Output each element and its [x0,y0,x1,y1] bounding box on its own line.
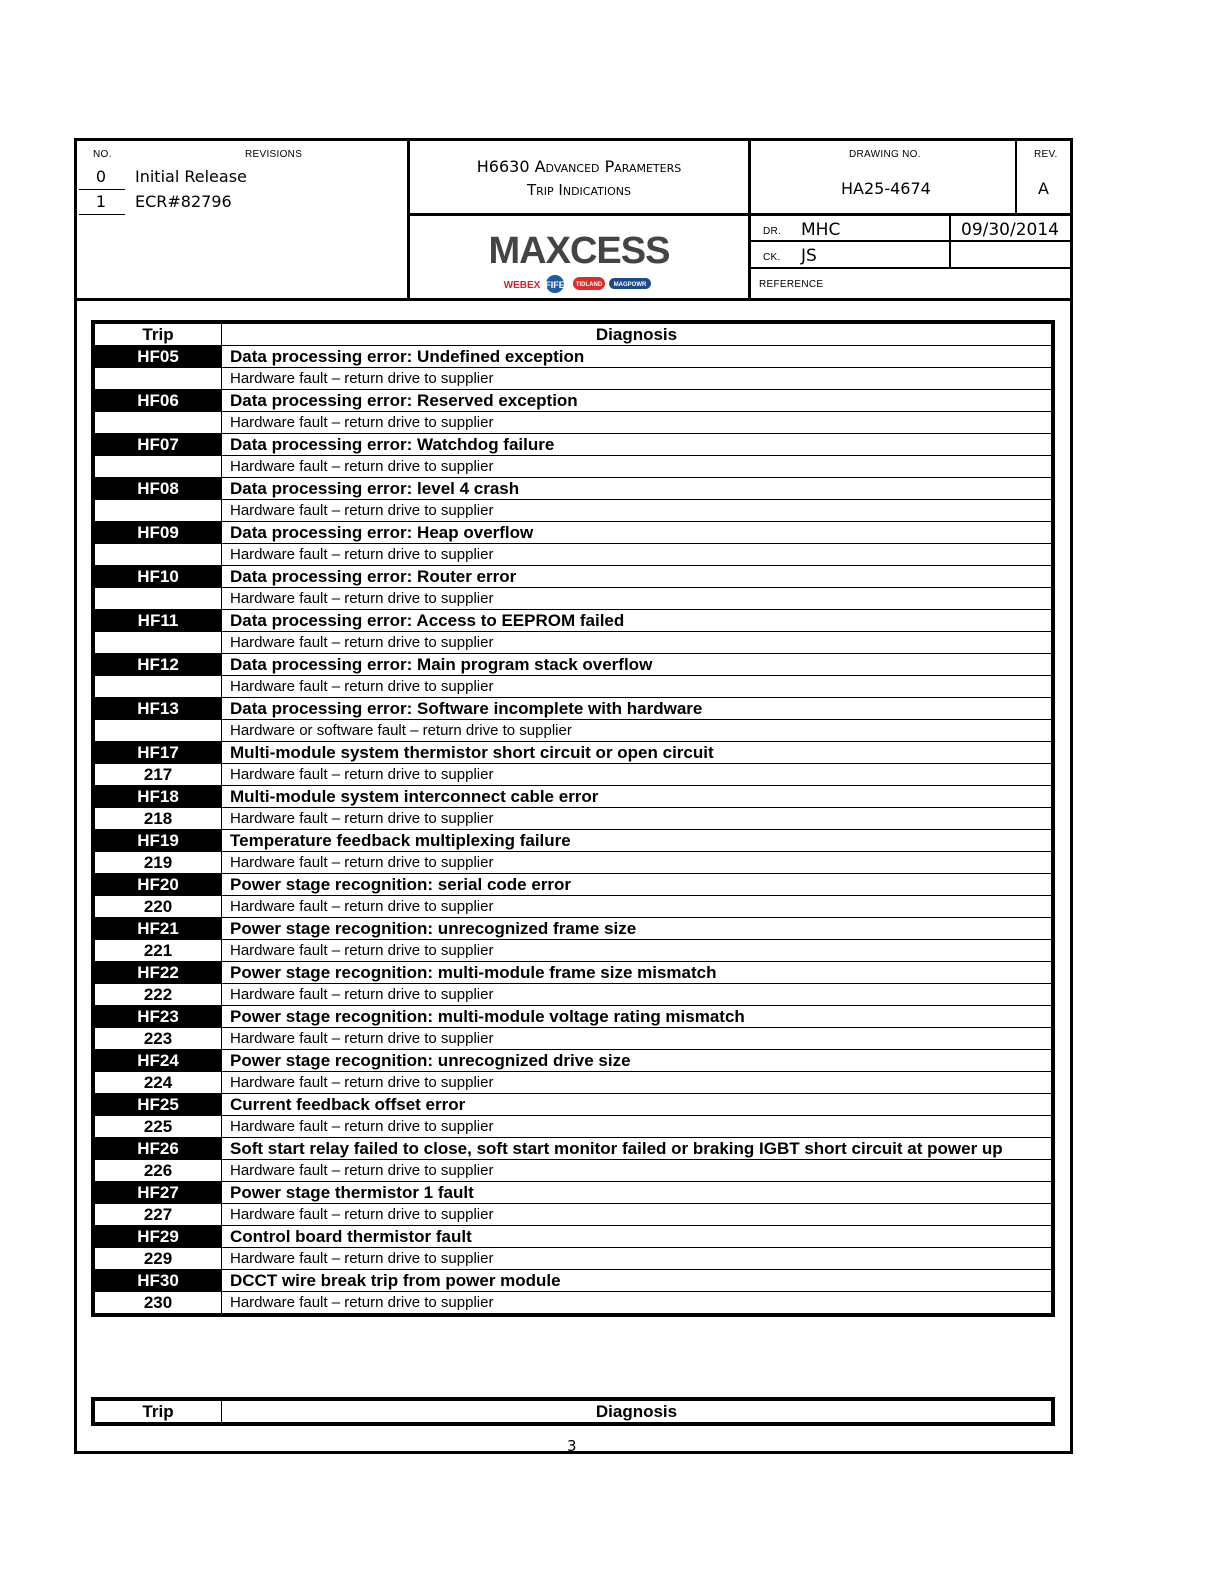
drawing-date: 09/30/2014 [961,220,1059,240]
table-header-row [95,1401,1052,1423]
trip-row-title [95,918,1052,940]
trip-number [95,720,222,742]
trip-code: HF22 [95,962,222,984]
trip-code: HF27 [95,1182,222,1204]
revision-row [77,165,407,189]
trip-code: HF11 [95,610,222,632]
trip-row-title [95,786,1052,808]
trip-number: 219 [95,852,222,874]
diagnosis-title: Data processing error: level 4 crash [222,478,1052,500]
diagnosis-title: Power stage recognition: multi-module frame size mismatch [222,962,1052,984]
diagnosis-detail: Hardware fault – return drive to supplier [222,764,1052,786]
diagnosis-detail: Hardware fault – return drive to supplier [222,1072,1052,1094]
trip-row-title [95,830,1052,852]
diagnosis-detail: Hardware fault – return drive to supplier [222,412,1052,434]
diagnosis-title: Data processing error: Heap overflow [222,522,1052,544]
trip-row-detail [95,588,1052,610]
trip-row-title [95,610,1052,632]
divider [751,213,1070,216]
revision-letter: A [1038,179,1049,198]
trip-number: 226 [95,1160,222,1182]
dr-label: DR. [763,226,782,237]
trip-row-detail [95,412,1052,434]
diagnosis-title: DCCT wire break trip from power module [222,1270,1052,1292]
diagnosis-title: Multi-module system interconnect cable error [222,786,1052,808]
title-cell [410,141,751,298]
trip-code: HF13 [95,698,222,720]
trip-row-detail [95,1204,1052,1226]
trip-code: HF26 [95,1138,222,1160]
diagnosis-title: Data processing error: Main program stack overflow [222,654,1052,676]
rev-no-label: NO. [93,149,112,160]
diagnosis-title: Power stage thermistor 1 fault [222,1182,1052,1204]
title-line-2: Trip Indications [526,181,631,199]
trip-row-detail [95,632,1052,654]
trip-row-detail [95,1248,1052,1270]
trip-row-title [95,1050,1052,1072]
trip-code: HF09 [95,522,222,544]
trip-row-title [95,390,1052,412]
logo-fife: FIFE [545,280,565,290]
trip-code: HF12 [95,654,222,676]
trip-number: 227 [95,1204,222,1226]
trip-row-detail [95,896,1052,918]
trip-number: 218 [95,808,222,830]
trip-code: HF23 [95,1006,222,1028]
trip-row-detail [95,764,1052,786]
diagnosis-detail: Hardware fault – return drive to supplier [222,588,1052,610]
diagnosis-detail: Hardware fault – return drive to supplier [222,632,1052,654]
title-block [77,141,1070,301]
diagnosis-detail: Hardware fault – return drive to supplier [222,500,1052,522]
trip-row-title [95,522,1052,544]
diagnosis-detail: Hardware fault – return drive to supplier [222,1028,1052,1050]
diagnosis-detail: Hardware fault – return drive to supplier [222,852,1052,874]
trip-row-detail [95,1292,1052,1314]
trip-code: HF20 [95,874,222,896]
trip-row-detail [95,984,1052,1006]
trip-number [95,588,222,610]
trip-row-title [95,1138,1052,1160]
divider [1015,141,1017,213]
trip-row-title [95,1270,1052,1292]
revision-text: Initial Release [135,167,247,186]
trip-row-detail [95,456,1052,478]
ck-label: CK. [763,252,781,263]
trip-number [95,632,222,654]
revisions-block [77,141,410,298]
logo-tidland: TIDLAND [575,282,603,288]
trip-number: 220 [95,896,222,918]
divider [751,267,1070,269]
trip-number: 223 [95,1028,222,1050]
trip-code: HF06 [95,390,222,412]
diagnosis-title: Multi-module system thermistor short circuit or open circuit [222,742,1052,764]
trip-row-detail [95,1072,1052,1094]
trip-table [94,323,1052,1314]
trip-number [95,368,222,390]
logo-wordmark: MAXCESS [488,230,670,272]
trip-number [95,456,222,478]
trip-row-title [95,1226,1052,1248]
trip-row-title [95,434,1052,456]
continuation-table-header [94,1400,1052,1423]
trip-number: 222 [95,984,222,1006]
diagnosis-title: Data processing error: Undefined exception [222,346,1052,368]
trip-row-detail [95,544,1052,566]
diagnosis-detail: Hardware fault – return drive to supplier [222,1160,1052,1182]
reference-label: REFERENCE [759,279,824,290]
diagnosis-detail: Hardware fault – return drive to supplier [222,1248,1052,1270]
diagnosis-detail: Hardware fault – return drive to supplier [222,808,1052,830]
trip-row-title [95,962,1052,984]
trip-row-title [95,874,1052,896]
diagnosis-column-header: Diagnosis [222,324,1052,346]
drawing-no-label: DRAWING NO. [849,149,921,160]
diagnosis-detail: Hardware fault – return drive to supplier [222,676,1052,698]
diagnosis-title: Soft start relay failed to close, soft start monitor failed or braking IGBT short circuit at power up [222,1138,1052,1160]
diagnosis-title: Power stage recognition: unrecognized frame size [222,918,1052,940]
trip-code: HF10 [95,566,222,588]
trip-row-detail [95,368,1052,390]
trip-number: 217 [95,764,222,786]
logo-magpowr: MAGPOWR [613,282,647,288]
revision-number: 1 [95,192,107,211]
drawn-by: MHC [801,220,841,240]
diagnosis-title: Data processing error: Reserved exception [222,390,1052,412]
revisions-label: REVISIONS [245,149,303,160]
logo-webex: WEBEX [503,280,541,291]
trip-row-title [95,346,1052,368]
trip-code: HF25 [95,1094,222,1116]
revision-number: 0 [95,167,107,186]
trip-number: 229 [95,1248,222,1270]
trip-row-detail [95,852,1052,874]
diagnosis-detail: Hardware fault – return drive to supplier [222,1116,1052,1138]
diagnosis-title: Control board thermistor fault [222,1226,1052,1248]
trip-code: HF29 [95,1226,222,1248]
trip-row-title [95,1094,1052,1116]
trip-row-title [95,742,1052,764]
trip-code: HF07 [95,434,222,456]
trip-row-detail [95,940,1052,962]
trip-number: 225 [95,1116,222,1138]
trip-code: HF05 [95,346,222,368]
page-number: 3 [567,1437,577,1455]
diagnosis-detail: Hardware fault – return drive to supplier [222,544,1052,566]
trip-row-title [95,566,1052,588]
trip-number: 224 [95,1072,222,1094]
drawing-number: HA25-4674 [841,179,931,198]
page-frame [74,138,1073,1454]
checked-by: JS [801,246,817,266]
trip-row-detail [95,676,1052,698]
trip-row-detail [95,1160,1052,1182]
drawing-info [751,141,1070,298]
revision-text: ECR#82796 [135,192,232,211]
trip-row-detail [95,1028,1052,1050]
trip-code: HF17 [95,742,222,764]
trip-number [95,500,222,522]
divider [949,213,951,269]
diagnosis-detail: Hardware or software fault – return drive to supplier [222,720,1052,742]
trip-code: HF18 [95,786,222,808]
diagnosis-detail: Hardware fault – return drive to supplier [222,456,1052,478]
diagnosis-title: Power stage recognition: unrecognized drive size [222,1050,1052,1072]
trip-number [95,544,222,566]
title-line-1: H6630 Advanced Parameters [476,157,682,176]
diagnosis-detail: Hardware fault – return drive to supplier [222,1292,1052,1314]
trip-number: 221 [95,940,222,962]
trip-code: HF24 [95,1050,222,1072]
diagnosis-title: Power stage recognition: multi-module voltage rating mismatch [222,1006,1052,1028]
divider [751,240,1070,242]
trip-code: HF08 [95,478,222,500]
diagnosis-detail: Hardware fault – return drive to supplier [222,368,1052,390]
trip-row-title [95,698,1052,720]
maxcess-logo [410,219,748,297]
trip-number: 230 [95,1292,222,1314]
trip-number [95,412,222,434]
diagnosis-title: Data processing error: Watchdog failure [222,434,1052,456]
trip-code: HF19 [95,830,222,852]
trip-row-title [95,1182,1052,1204]
trip-code: HF21 [95,918,222,940]
trip-row-detail [95,808,1052,830]
trip-row-detail [95,1116,1052,1138]
trip-row-title [95,1006,1052,1028]
diagnosis-title: Data processing error: Router error [222,566,1052,588]
rev-label: REV. [1034,149,1058,160]
trip-row-detail [95,500,1052,522]
diagnosis-title: Power stage recognition: serial code error [222,874,1052,896]
diagnosis-title: Current feedback offset error [222,1094,1052,1116]
diagnosis-title: Temperature feedback multiplexing failure [222,830,1052,852]
diagnosis-detail: Hardware fault – return drive to supplier [222,984,1052,1006]
diagnosis-detail: Hardware fault – return drive to supplier [222,896,1052,918]
trip-number [95,676,222,698]
revision-row [77,190,407,214]
diagnosis-detail: Hardware fault – return drive to supplier [222,940,1052,962]
trip-column-header: Trip [95,1401,222,1423]
diagnosis-detail: Hardware fault – return drive to supplier [222,1204,1052,1226]
trip-column-header: Trip [95,324,222,346]
diagnosis-column-header: Diagnosis [222,1401,1052,1423]
diagnosis-title: Data processing error: Access to EEPROM failed [222,610,1052,632]
trip-row-detail [95,720,1052,742]
trip-row-title [95,654,1052,676]
document-title [410,141,748,216]
trip-code: HF30 [95,1270,222,1292]
trip-row-title [95,478,1052,500]
table-header-row [95,324,1052,346]
diagnosis-title: Data processing error: Software incomplete with hardware [222,698,1052,720]
